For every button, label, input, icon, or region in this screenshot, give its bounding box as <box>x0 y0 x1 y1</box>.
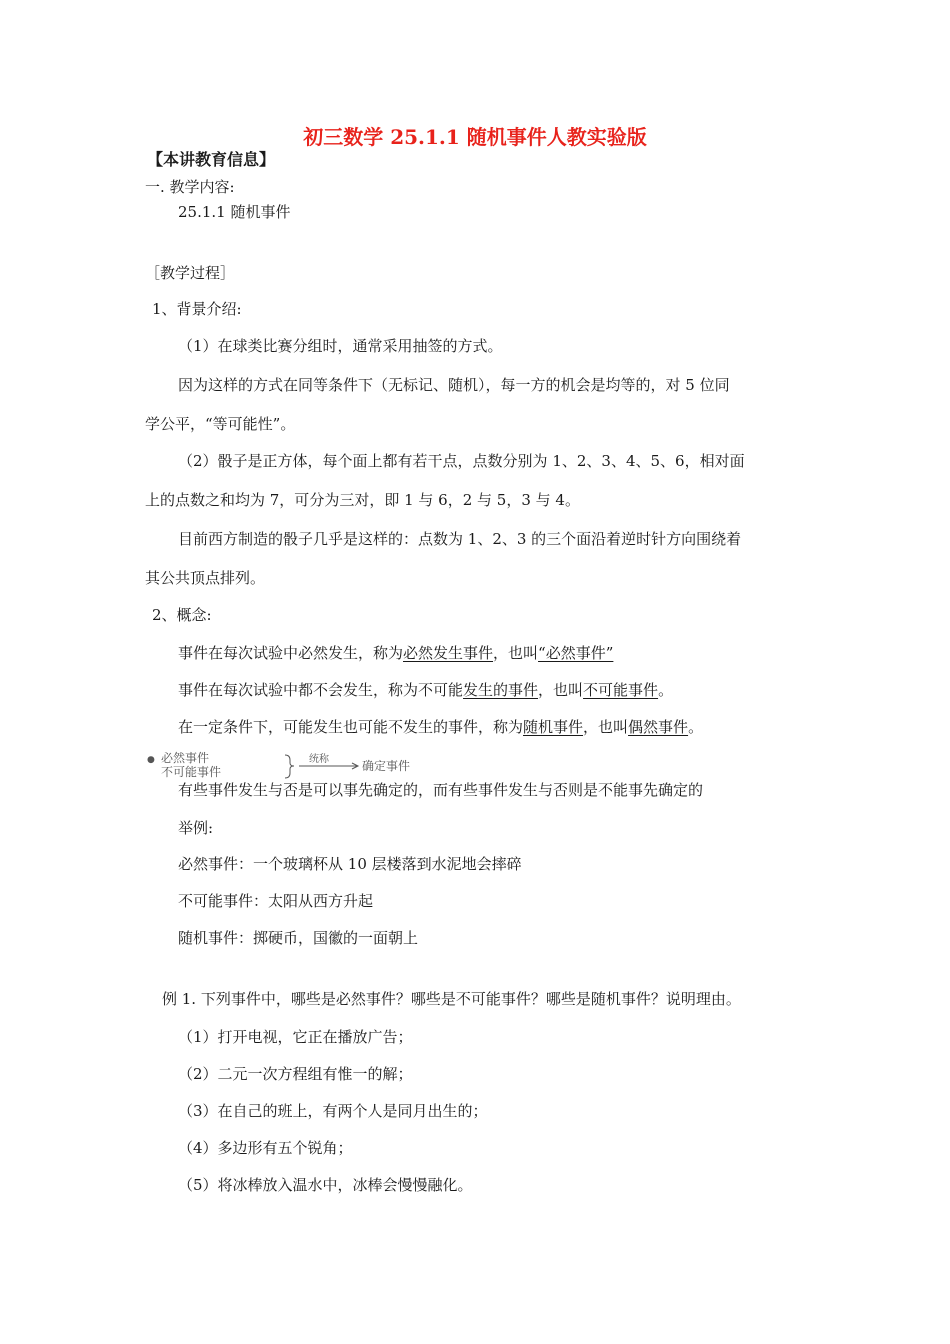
background-paragraph: 上的点数之和均为 7，可分为三对，即 1 与 6，2 与 5，3 与 4。 <box>145 491 580 509</box>
process-label: ［教学过程］ <box>145 264 236 282</box>
section-header: 【本讲教育信息】 <box>147 150 276 169</box>
background-paragraph: （1）在球类比赛分组时，通常采用抽签的方式。 <box>178 337 503 355</box>
explanation-text: 有些事件发生与否是可以事先确定的，而有些事件发生与否则是不能事先确定的 <box>178 781 704 799</box>
diagram-item-certain: 必然事件 <box>161 751 210 765</box>
example-random: 随机事件：掷硬币，国徽的一面朝上 <box>178 929 419 947</box>
examples-label: 举例: <box>178 819 214 837</box>
concept-text: 。 <box>658 681 674 699</box>
background-paragraph: 因为这样的方式在同等条件下（无标记、随机），每一方的机会是均等的，对 5 位同 <box>178 376 730 394</box>
background-paragraph: 其公共顶点排列。 <box>145 569 266 587</box>
diagram-arrow-label: 统称 <box>309 754 329 765</box>
concept-term: 发生的事件 <box>463 681 539 699</box>
page-title: 初三数学 25.1.1 随机事件人教实验版 <box>303 125 647 149</box>
background-paragraph: 学公平，“等可能性”。 <box>145 415 296 433</box>
concept-text: ，也叫 <box>538 681 584 699</box>
concept-random-event <box>178 717 703 737</box>
background-label: 1、背景介绍: <box>152 300 242 318</box>
exercise-prompt: 例 1. 下列事件中，哪些是必然事件？哪些是不可能事件？哪些是随机事件？说明理由。 <box>162 990 741 1008</box>
event-classification-diagram <box>147 752 437 780</box>
bullet-icon: ● <box>147 755 155 765</box>
exercise-item: （5）将冰棒放入温水中，冰棒会慢慢融化。 <box>178 1176 473 1194</box>
concepts-label: 2、概念: <box>152 606 212 624</box>
diagram-item-impossible: 不可能事件 <box>161 765 222 779</box>
concept-impossible-event <box>178 680 673 700</box>
exercise-item: （2）二元一次方程组有惟一的解； <box>178 1065 413 1083</box>
teaching-content-label: 一. 教学内容: <box>145 178 235 196</box>
concept-certain-event <box>178 643 613 663</box>
concept-term: 必然发生事件 <box>403 644 494 662</box>
example-certain: 必然事件：一个玻璃杯从 10 层楼落到水泥地会摔碎 <box>178 855 522 873</box>
background-paragraph: 目前西方制造的骰子几乎是这样的：点数为 1、2、3 的三个面沿着逆时针方向围绕着 <box>178 530 742 548</box>
concept-term: 随机事件 <box>523 718 584 736</box>
exercise-item: （1）打开电视，它正在播放广告； <box>178 1028 413 1046</box>
concept-term: 不可能事件 <box>583 681 659 699</box>
concept-text: ，也叫 <box>493 644 539 662</box>
concept-term: “必然事件” <box>538 644 614 662</box>
concept-text: 。 <box>688 718 704 736</box>
example-impossible: 不可能事件：太阳从西方升起 <box>178 892 374 910</box>
concept-text: 事件在每次试验中都不会发生，称为不可能 <box>178 681 464 699</box>
exercise-item: （3）在自己的班上，有两个人是同月出生的； <box>178 1102 488 1120</box>
exercise-item: （4）多边形有五个锐角； <box>178 1139 353 1157</box>
teaching-content-topic: 25.1.1 随机事件 <box>178 203 291 221</box>
concept-term: 偶然事件 <box>628 718 689 736</box>
background-paragraph: （2）骰子是正方体，每个面上都有若干点，点数分别为 1、2、3、4、5、6，相对面 <box>178 452 745 470</box>
concept-text: 事件在每次试验中必然发生，称为 <box>178 644 404 662</box>
concept-text: 在一定条件下，可能发生也可能不发生的事件，称为 <box>178 718 524 736</box>
concept-text: ，也叫 <box>583 718 629 736</box>
diagram-result: 确定事件 <box>362 759 411 773</box>
